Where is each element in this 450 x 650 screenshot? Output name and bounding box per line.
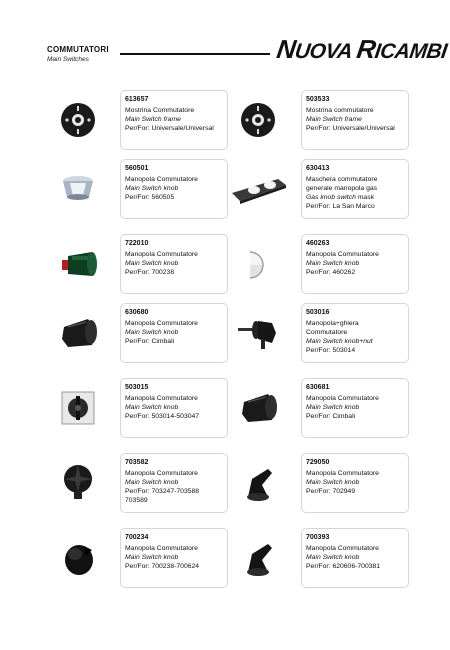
product-line: Per/For: 700238 bbox=[125, 269, 175, 276]
brand-logo: NUOVA RICAMBI bbox=[274, 34, 449, 64]
product-line: Manopola Commutatore bbox=[125, 395, 198, 402]
product-card[interactable] bbox=[120, 90, 228, 150]
product-line: Main Switch frame bbox=[306, 116, 362, 123]
product-code: 630680 bbox=[125, 309, 149, 316]
gas-mask-plate-icon bbox=[228, 159, 288, 219]
product-card[interactable] bbox=[301, 90, 409, 150]
product-card[interactable] bbox=[120, 528, 228, 588]
rotary-switch-icon bbox=[48, 378, 108, 438]
product-line: Main Switch knob bbox=[125, 260, 179, 267]
product-line: Maschera commutatore bbox=[306, 176, 378, 183]
product-line: 703589 bbox=[125, 497, 148, 504]
product-line: Manopola Commutatore bbox=[125, 470, 198, 477]
page-subtitle: Main Switches bbox=[47, 56, 89, 63]
product-line: Per/For: Cimbali bbox=[306, 413, 356, 420]
product-line: Per/For: 703247-703588 bbox=[125, 488, 200, 495]
product-line: Manopola Commutatore bbox=[306, 545, 379, 552]
product-code: 560501 bbox=[125, 165, 149, 172]
product-line: Gas knob switch mask bbox=[306, 194, 374, 201]
product-line: Manopola Commutatore bbox=[125, 251, 198, 258]
product-line: Manopola Commutatore bbox=[125, 176, 198, 183]
product-line: Main Switch knob bbox=[306, 260, 360, 267]
header-divider bbox=[120, 53, 270, 55]
product-code: 703582 bbox=[125, 459, 149, 466]
product-line: Main Switch knob bbox=[125, 404, 179, 411]
product-line: generale manopola gas bbox=[306, 185, 378, 192]
green-knob-icon bbox=[48, 234, 108, 294]
product-code: 630413 bbox=[306, 165, 330, 172]
product-card[interactable] bbox=[301, 378, 409, 438]
product-code: 613657 bbox=[125, 96, 149, 103]
lever-knob-icon bbox=[228, 528, 288, 588]
product-code: 503015 bbox=[125, 384, 149, 391]
product-code: 729050 bbox=[306, 459, 330, 466]
product-code: 503533 bbox=[306, 96, 330, 103]
product-line: Per/For: 460262 bbox=[306, 269, 356, 276]
product-card[interactable] bbox=[301, 528, 409, 588]
product-card[interactable] bbox=[120, 303, 228, 363]
product-card[interactable] bbox=[301, 159, 409, 219]
product-card[interactable] bbox=[120, 234, 228, 294]
product-card[interactable] bbox=[301, 303, 409, 363]
product-line: Per/For: La San Marco bbox=[306, 203, 375, 210]
product-code: 700234 bbox=[125, 534, 149, 541]
product-line: Manopola Commutatore bbox=[306, 470, 379, 477]
page-title: COMMUTATORI bbox=[47, 45, 109, 54]
product-line: Main Switch knob bbox=[125, 329, 179, 336]
product-line: Manopola Commutatore bbox=[125, 545, 198, 552]
product-code: 722010 bbox=[125, 240, 149, 247]
product-line: Mostrina commutatore bbox=[306, 107, 374, 114]
product-line: Mostrina Commutatore bbox=[125, 107, 195, 114]
chrome-knob-icon bbox=[48, 159, 108, 219]
product-line: Per/For: 702949 bbox=[306, 488, 356, 495]
lever-knob-icon bbox=[228, 453, 288, 513]
product-line: Main Switch knob bbox=[306, 404, 360, 411]
product-line: Main Switch knob bbox=[125, 479, 179, 486]
product-code: 460263 bbox=[306, 240, 330, 247]
product-card[interactable] bbox=[120, 159, 228, 219]
product-line: Manopola Commutatore bbox=[306, 251, 379, 258]
product-line: Main Switch knob bbox=[125, 554, 179, 561]
product-line: Manopola Commutatore bbox=[125, 320, 198, 327]
product-card[interactable] bbox=[120, 453, 228, 513]
product-line: Main Switch knob bbox=[306, 479, 360, 486]
switch-frame-icon bbox=[48, 90, 108, 150]
page-header bbox=[0, 0, 450, 80]
product-line: Per/For: 503014-503047 bbox=[125, 413, 200, 420]
product-card[interactable] bbox=[301, 234, 409, 294]
product-line: Per/For: 700238-700624 bbox=[125, 563, 200, 570]
fluted-knob-icon bbox=[48, 453, 108, 513]
product-line: Manopola+ghiera bbox=[306, 320, 359, 327]
knob-nut-icon bbox=[228, 303, 288, 363]
product-line: Main Switch frame bbox=[125, 116, 181, 123]
product-code: 700393 bbox=[306, 534, 330, 541]
product-line: Per/For: 503014 bbox=[306, 347, 356, 354]
product-line: Main Switch knob+nut bbox=[306, 338, 373, 345]
product-line: Per/For: Cimbali bbox=[125, 338, 175, 345]
product-line: Main Switch knob bbox=[306, 554, 360, 561]
product-card[interactable] bbox=[301, 453, 409, 513]
product-line: Main Switch knob bbox=[125, 185, 179, 192]
round-knob-icon bbox=[48, 528, 108, 588]
product-code: 503016 bbox=[306, 309, 330, 316]
black-knob-icon bbox=[228, 378, 288, 438]
half-round-knob-icon bbox=[228, 234, 288, 294]
product-line: Per/For: 620606-700381 bbox=[306, 563, 381, 570]
switch-frame-icon bbox=[228, 90, 288, 150]
product-line: Per/For: Universale/Universal bbox=[125, 125, 214, 132]
product-card[interactable] bbox=[120, 378, 228, 438]
product-line: Per/For: Universale/Universal bbox=[306, 125, 395, 132]
product-line: Per/For: 560505 bbox=[125, 194, 175, 201]
product-line: Manopola Commutatore bbox=[306, 395, 379, 402]
black-knob-icon bbox=[48, 303, 108, 363]
product-code: 630681 bbox=[306, 384, 330, 391]
product-line: Commutatore bbox=[306, 329, 348, 336]
